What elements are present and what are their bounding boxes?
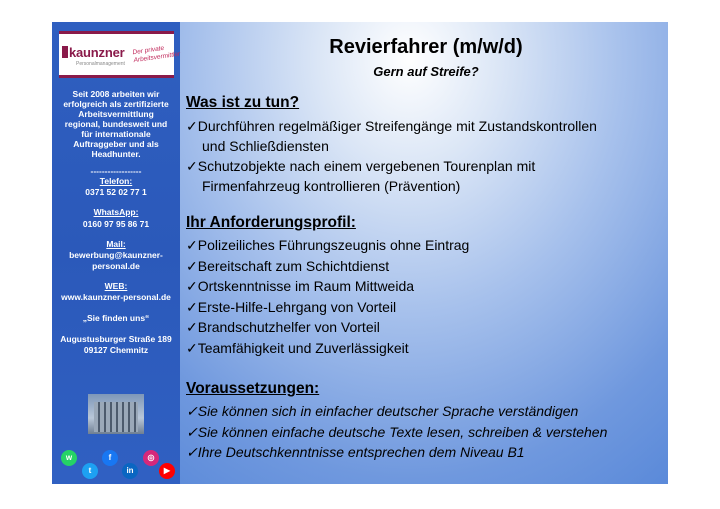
requirement-item: ✓Ihre Deutschkenntnisse entsprechen dem Niveau B1 bbox=[186, 444, 525, 460]
intro-line: Arbeitsvermittlung bbox=[78, 109, 154, 119]
contact-sidebar bbox=[52, 22, 180, 484]
instagram-icon[interactable]: ◎ bbox=[143, 450, 159, 466]
mail-address[interactable]: bewerbung@kaunzner- bbox=[69, 250, 163, 260]
section-profile-heading: Ihr Anforderungsprofil: bbox=[186, 214, 356, 231]
section-tasks-heading: Was ist zu tun? bbox=[186, 94, 300, 111]
address-street: Augustusburger Straße 189 bbox=[60, 334, 172, 344]
logo-mark bbox=[62, 46, 68, 58]
mail-label: Mail: bbox=[106, 239, 126, 249]
intro-line: regional, bundesweit und bbox=[64, 119, 168, 129]
requirement-item: ✓Sie können einfache deutsche Texte lesen, schreiben & verstehen bbox=[186, 424, 608, 440]
job-subtitle: Gern auf Streife? bbox=[373, 64, 479, 79]
task-item: ✓Durchführen regelmäßiger Streifengänge mit Zustandskontrollen bbox=[186, 118, 597, 134]
facebook-icon[interactable]: f bbox=[102, 450, 118, 466]
intro-line: Auftraggeber und als bbox=[73, 139, 159, 149]
whatsapp-icon[interactable]: w bbox=[61, 450, 77, 466]
phone-number[interactable]: 0371 52 02 77 1 bbox=[85, 187, 147, 197]
profile-item: ✓Erste-Hilfe-Lehrgang von Vorteil bbox=[186, 299, 397, 315]
job-content bbox=[186, 22, 666, 484]
twitter-icon[interactable]: t bbox=[82, 463, 98, 479]
task-item: ✓Schutzobjekte nach einem vergebenen Tourenplan mit bbox=[186, 158, 536, 174]
logo-brand: kaunzner bbox=[69, 45, 125, 60]
youtube-icon[interactable]: ▶ bbox=[159, 463, 175, 479]
divider: ------------------ bbox=[90, 166, 142, 176]
intro-line: Headhunter. bbox=[91, 149, 141, 159]
address-city: 09127 Chemnitz bbox=[83, 345, 149, 355]
section-requirements-heading: Voraussetzungen: bbox=[186, 380, 320, 397]
office-building-photo bbox=[88, 394, 144, 434]
mail-address-cont[interactable]: personal.de bbox=[92, 261, 140, 271]
profile-item: ✓Teamfähigkeit und Zuverlässigkeit bbox=[186, 340, 409, 356]
linkedin-icon[interactable]: in bbox=[122, 463, 138, 479]
requirement-item: ✓Sie können sich in einfacher deutscher Sprache verständigen bbox=[186, 403, 579, 419]
company-logo bbox=[59, 31, 181, 78]
logo-slogan: Der private Arbeitsvermittler bbox=[132, 44, 181, 65]
whatsapp-number[interactable]: 0160 97 95 86 71 bbox=[82, 219, 150, 229]
profile-item: ✓Bereitschaft zum Schichtdienst bbox=[186, 258, 390, 274]
intro-line: für internationale bbox=[81, 129, 151, 139]
job-flyer bbox=[52, 22, 668, 484]
task-item-cont: und Schließdiensten bbox=[202, 138, 329, 154]
task-item-cont: Firmenfahrzeug kontrollieren (Prävention) bbox=[202, 178, 461, 194]
profile-item: ✓Brandschutzhelfer von Vorteil bbox=[186, 319, 380, 335]
find-us: „Sie finden uns“ bbox=[82, 313, 150, 323]
profile-item: ✓Ortskenntnisse im Raum Mittweida bbox=[186, 278, 415, 294]
profile-item: ✓Polizeiliches Führungszeugnis ohne Eintrag bbox=[186, 237, 470, 253]
intro-line: Seit 2008 arbeiten wir bbox=[72, 89, 160, 99]
logo-subtitle: Personalmanagement bbox=[76, 61, 125, 67]
job-title: Revierfahrer (m/w/d) bbox=[329, 36, 523, 58]
whatsapp-label: WhatsApp: bbox=[93, 207, 139, 217]
web-label: WEB: bbox=[104, 281, 128, 291]
intro-line: erfolgreich als zertifizierte bbox=[63, 99, 169, 109]
phone-label: Telefon: bbox=[99, 176, 133, 186]
web-link[interactable]: www.kaunzner-personal.de bbox=[61, 292, 171, 302]
